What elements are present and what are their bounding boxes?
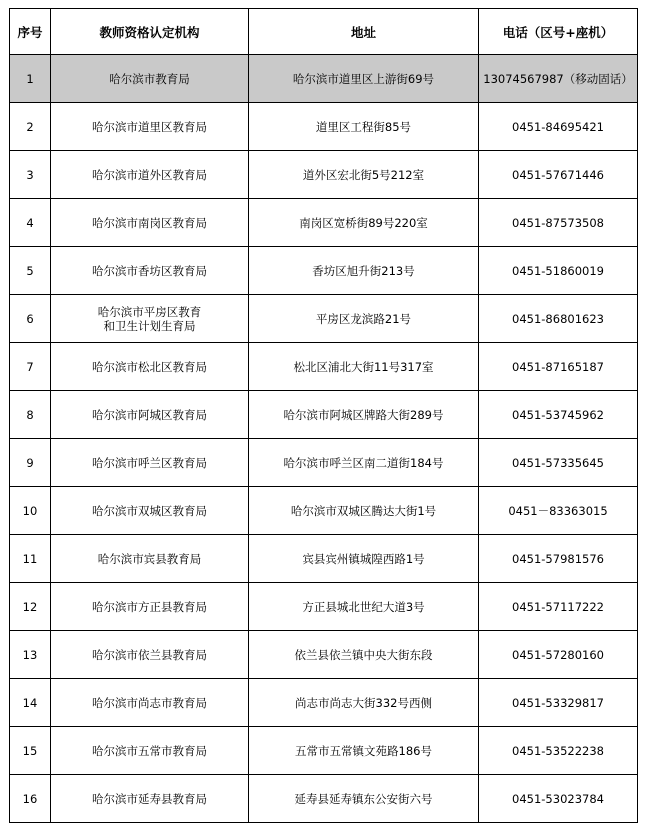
table-row	[10, 391, 638, 439]
cell-phone: 0451-53745962	[479, 391, 638, 439]
table-row	[10, 55, 638, 103]
table-row	[10, 343, 638, 391]
cell-org: 哈尔滨市方正县教育局	[51, 583, 249, 631]
cell-org: 哈尔滨市呼兰区教育局	[51, 439, 249, 487]
cell-phone: 0451-53522238	[479, 727, 638, 775]
cell-org: 哈尔滨市道外区教育局	[51, 151, 249, 199]
table-row	[10, 439, 638, 487]
table-row	[10, 103, 638, 151]
cell-index: 9	[10, 439, 51, 487]
header-phone: 电话（区号+座机）	[479, 9, 638, 55]
header-address: 地址	[249, 9, 479, 55]
cell-phone: 0451-53329817	[479, 679, 638, 727]
cell-address: 方正县城北世纪大道3号	[249, 583, 479, 631]
cell-org: 哈尔滨市阿城区教育局	[51, 391, 249, 439]
cell-address: 道外区宏北街5号212室	[249, 151, 479, 199]
table-row	[10, 727, 638, 775]
cell-address: 香坊区旭升街213号	[249, 247, 479, 295]
certification-agencies-table	[9, 8, 638, 823]
cell-index: 10	[10, 487, 51, 535]
table-body	[10, 55, 638, 823]
table-row	[10, 295, 638, 343]
cell-index: 4	[10, 199, 51, 247]
cell-phone: 0451-86801623	[479, 295, 638, 343]
cell-org: 哈尔滨市道里区教育局	[51, 103, 249, 151]
table-row	[10, 775, 638, 823]
cell-index: 8	[10, 391, 51, 439]
cell-address: 宾县宾州镇城隍西路1号	[249, 535, 479, 583]
cell-org: 哈尔滨市松北区教育局	[51, 343, 249, 391]
cell-org: 哈尔滨市教育局	[51, 55, 249, 103]
cell-phone: 0451-87165187	[479, 343, 638, 391]
cell-phone: 0451-87573508	[479, 199, 638, 247]
cell-index: 12	[10, 583, 51, 631]
cell-org: 哈尔滨市南岗区教育局	[51, 199, 249, 247]
cell-index: 3	[10, 151, 51, 199]
cell-address: 五常市五常镇文苑路186号	[249, 727, 479, 775]
header-org: 教师资格认定机构	[51, 9, 249, 55]
cell-phone: 0451-57671446	[479, 151, 638, 199]
cell-address: 尚志市尚志大街332号西侧	[249, 679, 479, 727]
table-row	[10, 247, 638, 295]
cell-address: 平房区龙滨路21号	[249, 295, 479, 343]
cell-org: 哈尔滨市依兰县教育局	[51, 631, 249, 679]
cell-phone: 0451-57280160	[479, 631, 638, 679]
cell-address: 依兰县依兰镇中央大街东段	[249, 631, 479, 679]
cell-phone: 0451-53023784	[479, 775, 638, 823]
cell-phone: 0451-84695421	[479, 103, 638, 151]
cell-index: 5	[10, 247, 51, 295]
cell-org: 哈尔滨市平房区教育 和卫生计划生育局	[51, 295, 249, 343]
header-index: 序号	[10, 9, 51, 55]
cell-index: 6	[10, 295, 51, 343]
cell-address: 南岗区宽桥街89号220室	[249, 199, 479, 247]
cell-org: 哈尔滨市双城区教育局	[51, 487, 249, 535]
cell-index: 1	[10, 55, 51, 103]
cell-index: 11	[10, 535, 51, 583]
cell-phone: 0451-57335645	[479, 439, 638, 487]
cell-index: 2	[10, 103, 51, 151]
cell-address: 哈尔滨市呼兰区南二道街184号	[249, 439, 479, 487]
cell-address: 延寿县延寿镇东公安街六号	[249, 775, 479, 823]
cell-index: 16	[10, 775, 51, 823]
table-row	[10, 199, 638, 247]
cell-org: 哈尔滨市五常市教育局	[51, 727, 249, 775]
cell-org: 哈尔滨市延寿县教育局	[51, 775, 249, 823]
cell-index: 15	[10, 727, 51, 775]
cell-address: 松北区浦北大街11号317室	[249, 343, 479, 391]
cell-org: 哈尔滨市尚志市教育局	[51, 679, 249, 727]
cell-org: 哈尔滨市宾县教育局	[51, 535, 249, 583]
table-row	[10, 151, 638, 199]
header-row	[10, 9, 638, 55]
table-row	[10, 583, 638, 631]
cell-phone: 0451-57117222	[479, 583, 638, 631]
cell-address: 哈尔滨市双城区腾达大街1号	[249, 487, 479, 535]
cell-phone: 0451-51860019	[479, 247, 638, 295]
cell-index: 14	[10, 679, 51, 727]
cell-phone: 13074567987（移动固话）	[479, 55, 638, 103]
table-row	[10, 535, 638, 583]
cell-phone: 0451－83363015	[479, 487, 638, 535]
cell-address: 哈尔滨市阿城区牌路大街289号	[249, 391, 479, 439]
table-row	[10, 487, 638, 535]
cell-address: 道里区工程街85号	[249, 103, 479, 151]
table-row	[10, 631, 638, 679]
table-row	[10, 679, 638, 727]
cell-address: 哈尔滨市道里区上游街69号	[249, 55, 479, 103]
cell-org: 哈尔滨市香坊区教育局	[51, 247, 249, 295]
cell-phone: 0451-57981576	[479, 535, 638, 583]
cell-index: 7	[10, 343, 51, 391]
cell-index: 13	[10, 631, 51, 679]
